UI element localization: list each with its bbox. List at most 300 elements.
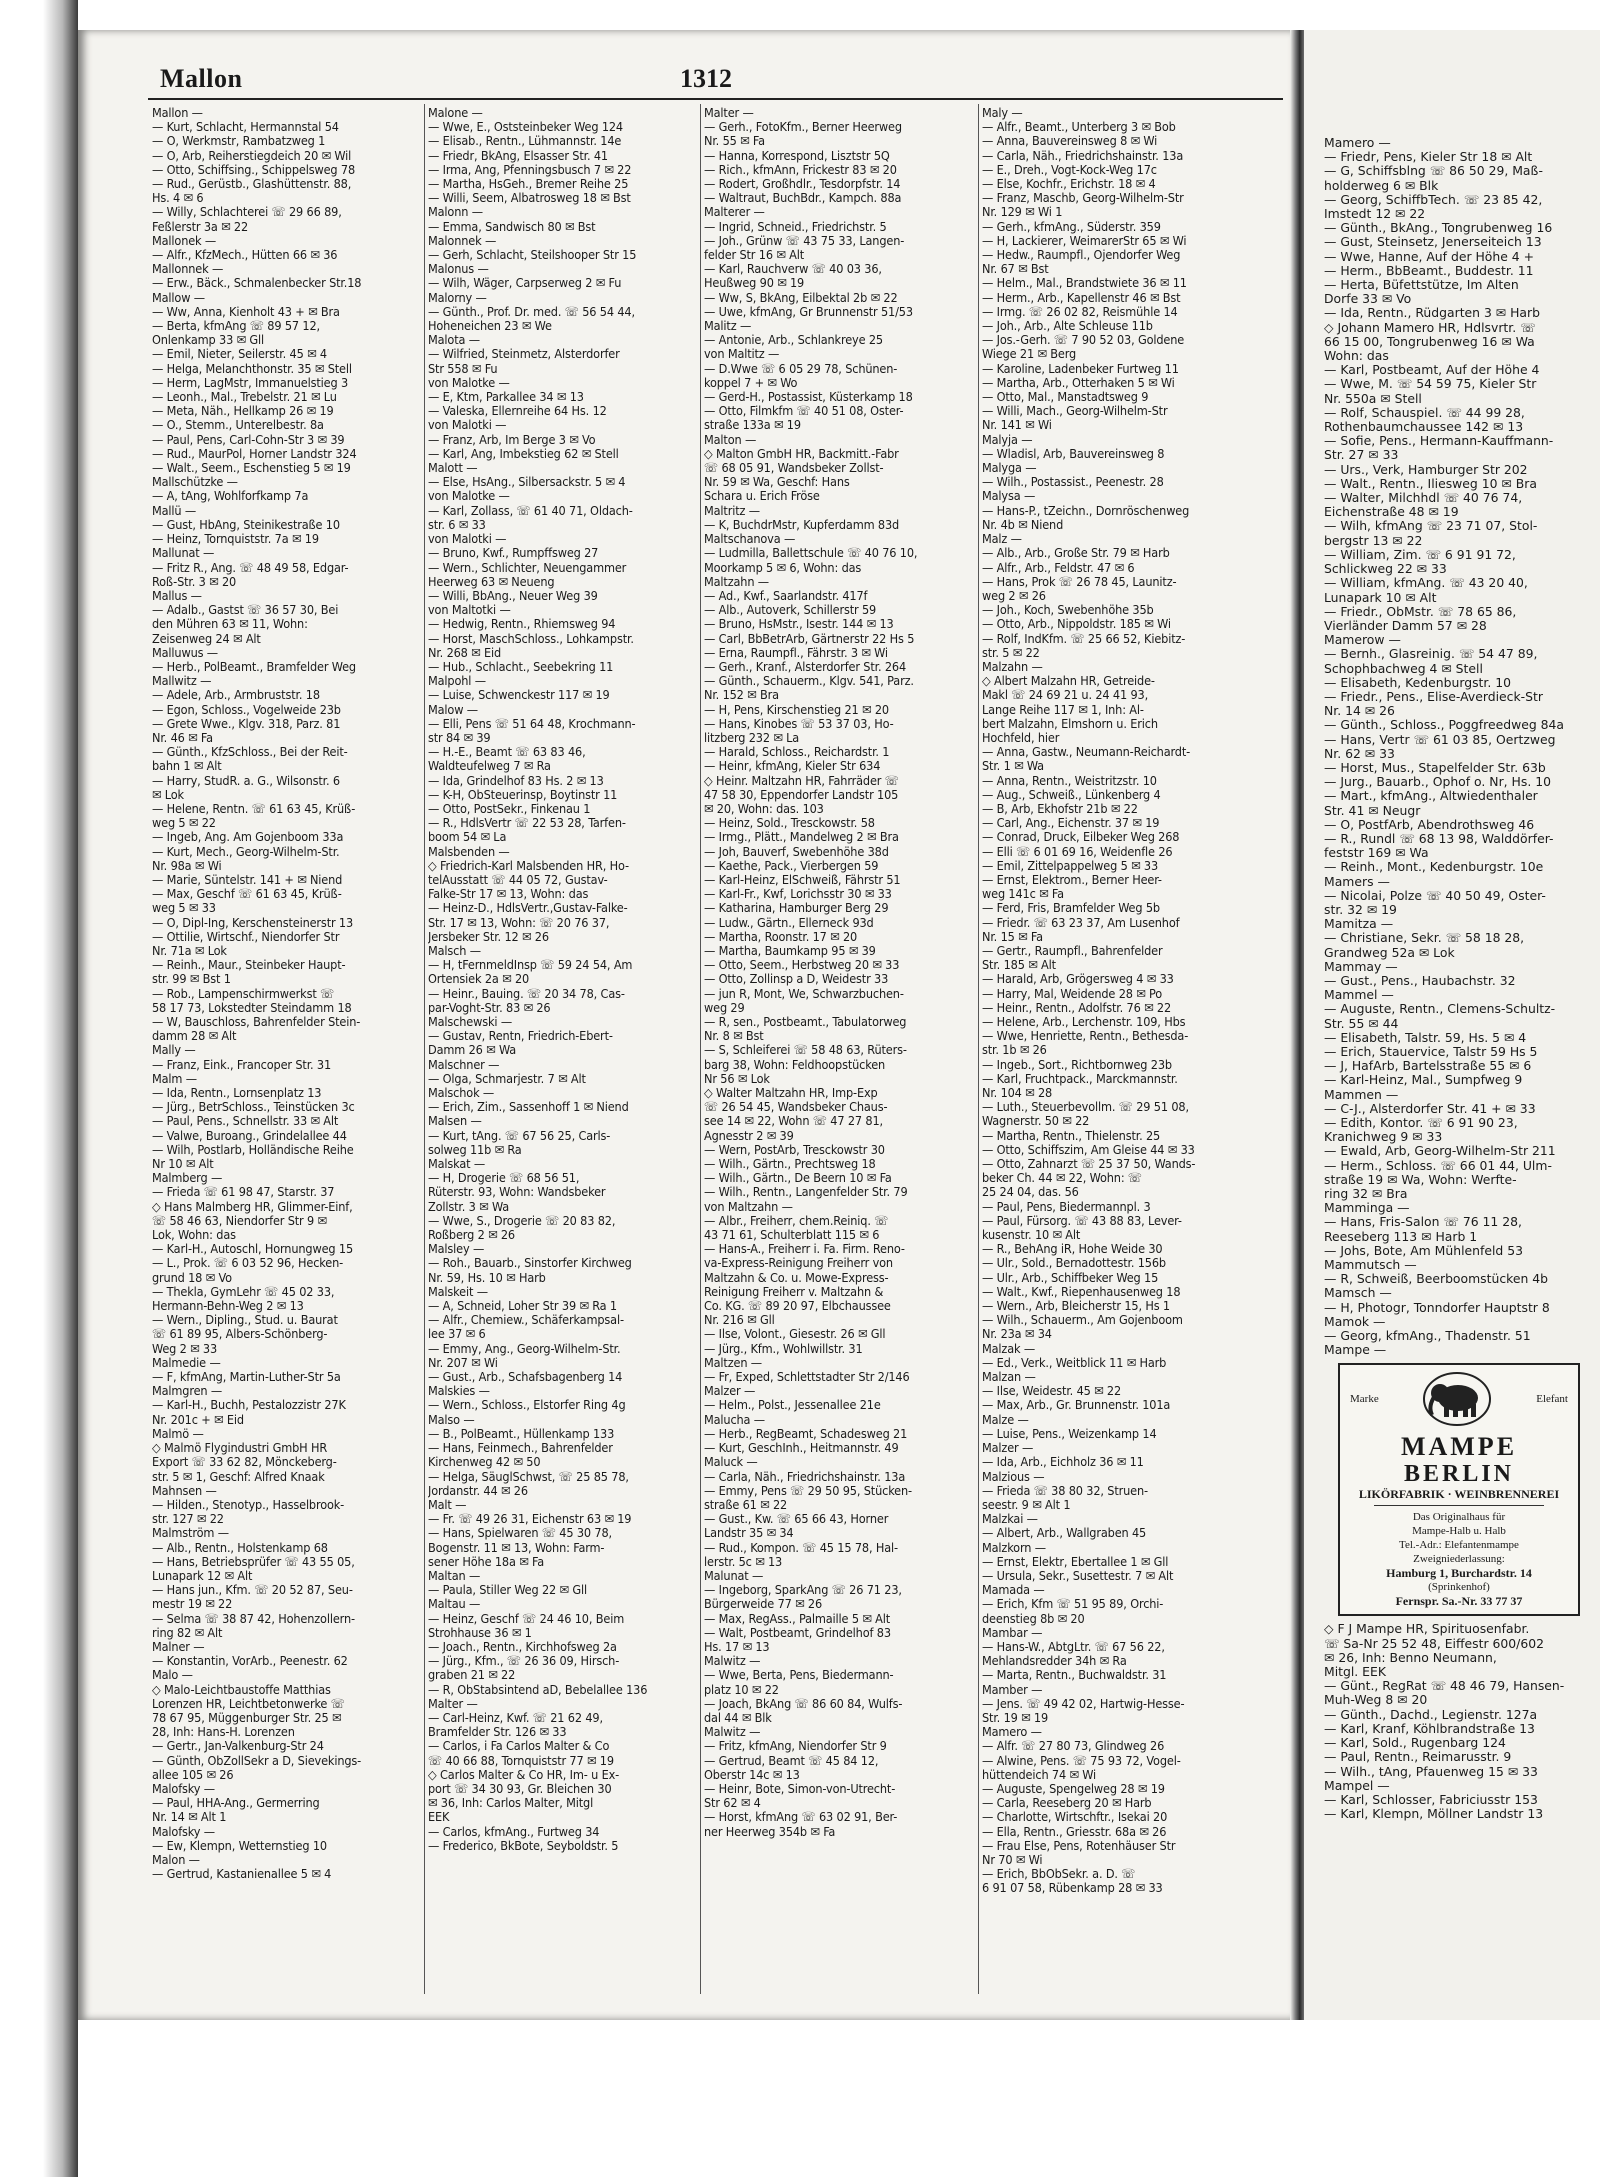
surname-heading: Malterer — <box>704 205 765 220</box>
directory-entry: boom 54 ✉ La <box>428 830 507 845</box>
directory-entry: — Gustav, Rentn, Friedrich-Ebert- <box>428 1029 613 1044</box>
directory-entry: — H, tFernmeldInsp ☏ 59 24 54, Am <box>428 958 633 973</box>
directory-entry: — Günth, ObZollSekr a D, Sievekings- <box>152 1753 362 1768</box>
directory-entry: — Else, HsAng., Silbersackstr. 5 ✉ 4 <box>428 475 626 490</box>
surname-heading: Malskat — <box>428 1157 486 1172</box>
directory-entry: Str. 185 ✉ Alt <box>982 958 1056 973</box>
directory-entry: — Gertrud, Kastanienallee 5 ✉ 4 <box>152 1867 332 1882</box>
directory-entry: — K, BuchdrMstr, Kupferdamm 83d <box>704 517 900 532</box>
directory-entry: — Irmg., Plätt., Mandelweg 2 ✉ Bra <box>704 830 899 845</box>
directory-entry: — Joh, Bauverf, Swebenhöhe 38d <box>704 844 889 859</box>
directory-entry: — Helene, Arb., Lerchenstr. 109, Hbs <box>982 1015 1186 1029</box>
directory-entry: felder Str 16 ✉ Alt <box>704 248 805 263</box>
surname-heading: Malmberg — <box>152 1171 223 1186</box>
directory-entry: ✉ 26, Inh: Benno Neumann, <box>1324 1650 1497 1665</box>
directory-entry: — Rob., Lampenschirmwerkst ☏ <box>152 986 335 1001</box>
directory-entry: — Frieda ☏ 61 98 47, Starstr. 37 <box>152 1185 335 1200</box>
directory-entry: — Heinr., Rentn., Adolfstr. 76 ✉ 22 <box>982 1000 1172 1015</box>
directory-entry: — Otto, Mal., Manstadtsweg 9 <box>982 390 1149 405</box>
directory-entry: — B., PolBeamt., Hüllenkamp 133 <box>428 1426 615 1441</box>
directory-entry: Nr. 59 ✉ Wa, Geschf: Hans <box>704 475 850 490</box>
surname-heading: von Malotke — <box>428 375 510 390</box>
directory-entry: allee 105 ✉ 26 <box>152 1767 234 1782</box>
surname-heading: Mamerow — <box>1324 633 1401 648</box>
directory-entry: Nr. 207 ✉ Wi <box>428 1355 498 1370</box>
directory-entry: barg 38, Wohn: Feldhoopstücken <box>704 1057 886 1072</box>
surname-heading: von Malotke — <box>428 489 510 504</box>
surname-heading: Malunat — <box>704 1568 764 1583</box>
directory-entry: — Alb., Rentn., Holstenkamp 68 <box>152 1540 328 1555</box>
directory-entry: Nr. 201c + ✉ Eid <box>152 1412 244 1427</box>
directory-entry: — Martha, Baumkamp 95 ✉ 39 <box>704 943 876 958</box>
directory-entry: — Heinr, kfmAng, Kieler Str 634 <box>704 759 881 774</box>
directory-entry: — Jens. ☏ 49 42 02, Hartwig-Hesse- <box>982 1696 1185 1711</box>
surname-heading: Malzak — <box>982 1341 1036 1356</box>
directory-column-4 <box>982 106 1284 2006</box>
directory-entry: graben 21 ✉ 22 <box>428 1668 516 1683</box>
directory-entry: — Max, Arb., Gr. Brunnenstr. 101a <box>982 1398 1171 1413</box>
directory-entry: — Karl-Heinz, Mal., Sumpfweg 9 <box>1324 1073 1523 1088</box>
directory-entry: — Elisab., Rentn., Lühmannstr. 14e <box>428 134 622 149</box>
directory-entry: — Elli ☏ 6 01 69 16, Weidenfle 26 <box>982 844 1173 859</box>
directory-entry: Reeseberg 113 ✉ Harb 1 <box>1324 1229 1478 1244</box>
surname-heading: Malsley — <box>428 1242 485 1257</box>
directory-entry: — Reinh., Mont., Kedenburgstr. 10e <box>1324 860 1544 875</box>
directory-entry: — Karoline, Ladenbeker Furtweg 11 <box>982 361 1179 376</box>
directory-entry: — Leonh., Mal., Trebelstr. 21 ✉ Lu <box>152 390 337 405</box>
directory-entry: damm 28 ✉ Alt <box>152 1029 237 1044</box>
directory-entry: str. 6 ✉ 33 <box>428 517 486 532</box>
directory-entry: den Mühren 63 ✉ 11, Wohn: <box>152 617 308 632</box>
directory-entry: — O., Stemm., Unterelbestr. 8a <box>152 418 324 433</box>
directory-entry: Hoheneichen 23 ✉ We <box>428 319 552 334</box>
directory-entry: ◇ Heinr. Maltzahn HR, Fahrräder ☏ <box>704 773 899 788</box>
directory-entry: ✉ Lok <box>152 787 184 802</box>
directory-entry: — Elisabeth, Kedenburgstr. 10 <box>1324 675 1512 690</box>
directory-entry: — Irmg. ☏ 26 02 82, Reismühle 14 <box>982 304 1178 319</box>
directory-entry: — Otto, Seem., Herbstweg 20 ✉ 33 <box>704 958 900 973</box>
directory-entry: — Wwe, Berta, Pens, Biedermann- <box>704 1668 894 1683</box>
directory-entry: — Wwe, M. ☏ 54 59 75, Kieler Str <box>1324 377 1537 392</box>
directory-entry: — Ida, Rentn., Rüdgarten 3 ✉ Harb <box>1324 306 1540 321</box>
surname-heading: Malso — <box>428 1412 475 1427</box>
directory-entry: — Wilh., Postassist., Peenestr. 28 <box>982 475 1164 490</box>
surname-heading: Malzer — <box>704 1384 756 1399</box>
directory-entry: — H, Photogr, Tonndorfer Hauptstr 8 <box>1324 1300 1550 1315</box>
directory-entry: — Friedr., Pens., Elise-Averdieck-Str <box>1324 689 1543 704</box>
directory-entry: Wagnerstr. 50 ✉ 22 <box>982 1114 1090 1129</box>
directory-entry: — Harald, Schloss., Reichardstr. 1 <box>704 745 890 760</box>
directory-entry: Kranichweg 9 ✉ 33 <box>1324 1130 1443 1145</box>
directory-entry: — Frederico, BkBote, Seyboldstr. 5 <box>428 1838 619 1853</box>
directory-entry: — Franz, Arb, Im Berge 3 ✉ Vo <box>428 432 596 447</box>
ad-line-6: (Sprinkenhof) <box>1428 1581 1490 1594</box>
ad-line-4: Zweigniederlassung: <box>1413 1553 1505 1566</box>
surname-heading: Maltau — <box>428 1597 481 1612</box>
directory-entry: — Walt., Rentn., Iliesweg 10 ✉ Bra <box>1324 476 1537 491</box>
directory-entry: — Ernst, Elektr, Ebertallee 1 ✉ Gll <box>982 1554 1169 1569</box>
ad-separator <box>1374 1505 1544 1506</box>
column-divider <box>978 104 979 1994</box>
directory-entry: — Helga, Melanchthonstr. 35 ✉ Stell <box>152 361 352 376</box>
directory-entry: ☏ Sa-Nr 25 52 48, Eiffestr 600/602 <box>1324 1636 1544 1651</box>
directory-entry: — Hans-P., tZeichn., Dornröschenweg <box>982 503 1190 518</box>
directory-entry: Reinigung Freiherr v. Maltzahn & <box>704 1284 884 1299</box>
directory-entry: — Valwe, Buroang., Grindelallee 44 <box>152 1128 347 1143</box>
page-number: 1312 <box>680 64 732 93</box>
surname-heading: Mally — <box>152 1043 196 1058</box>
directory-entry: — Karl-H., Buchh, Pestalozzistr 27K <box>152 1398 346 1413</box>
directory-entry: Nr. 141 ✉ Wi <box>982 418 1052 433</box>
directory-entry: koppel 7 + ✉ Wo <box>704 375 798 390</box>
surname-heading: Mamero — <box>982 1725 1042 1740</box>
directory-entry: ☏ 58 46 63, Niendorfer Str 9 ✉ <box>152 1213 327 1228</box>
directory-entry: — Sofie, Pens., Hermann-Kauffmann- <box>1324 434 1554 449</box>
directory-entry: weg 5 ✉ 33 <box>152 901 216 916</box>
scan-edge-left <box>0 0 78 2177</box>
directory-entry: Strohhause 36 ✉ 1 <box>428 1625 532 1640</box>
directory-entry: — A, Schneid, Loher Str 39 ✉ Ra 1 <box>428 1299 617 1314</box>
directory-entry: Landstr 35 ✉ 34 <box>704 1526 794 1541</box>
directory-entry: — Frieda ☏ 38 80 32, Struen- <box>982 1483 1148 1498</box>
directory-entry: — Wilh, Postlarb, Holländische Reihe <box>152 1142 354 1157</box>
directory-entry: — Ilse, Volont., Giesestr. 26 ✉ Gll <box>704 1327 886 1342</box>
directory-entry: str. 5 ✉ 22 <box>982 645 1040 660</box>
directory-entry: holderweg 6 ✉ Blk <box>1324 178 1439 193</box>
directory-entry: — Hans, Vertr ☏ 61 03 85, Oertzweg <box>1324 732 1556 747</box>
directory-entry: — Karl, Schlosser, Fabriciusstr 153 <box>1324 1792 1538 1807</box>
surname-heading: Mahnsen — <box>152 1483 217 1498</box>
directory-entry: — Otto, PostSekr., Finkenau 1 <box>428 801 591 816</box>
directory-entry: — R, Schweiß, Beerboomstücken 4b <box>1324 1272 1549 1287</box>
directory-entry: 28, Inh: Hans-H. Lorenzen <box>152 1725 295 1740</box>
directory-entry: — Ad., Kwf., Saarlandstr. 417f <box>704 588 868 603</box>
directory-entry: — Ww, S, BkAng, Eilbektal 2b ✉ 22 <box>704 290 898 305</box>
directory-entry: — Martha, Roonstr. 17 ✉ 20 <box>704 929 858 944</box>
directory-entry: — Helm., Mal., Brandstwiete 36 ✉ 11 <box>982 276 1187 291</box>
directory-entry: — Wilfried, Steinmetz, Alsterdorfer <box>428 347 620 362</box>
directory-entry: — Wilh., Gärtn., Prechtsweg 18 <box>704 1157 876 1172</box>
directory-entry: — O, Werkmstr, Rambatzweg 1 <box>152 134 326 149</box>
directory-entry: — Hub., Schlacht., Seebekring 11 <box>428 659 614 674</box>
ad-brand-city: BERLIN <box>1403 1461 1515 1488</box>
directory-entry: kusenstr. 10 ✉ Alt <box>982 1228 1081 1243</box>
surname-heading: Malsbenden — <box>428 844 510 859</box>
directory-entry: — Ernst, Elektrom., Berner Heer- <box>982 872 1162 887</box>
directory-entry: — Otto, Zahnarzt ☏ 25 37 50, Wands- <box>982 1157 1196 1172</box>
directory-entry: — Erich, BbObSekr. a. D. ☏ <box>982 1867 1136 1882</box>
directory-entry: — Karl, Ang, Imbekstieg 62 ✉ Stell <box>428 446 619 461</box>
directory-entry: — Walter, Milchhdl ☏ 40 76 74, <box>1324 491 1523 506</box>
directory-entry: — Carl, BbBetrArb, Gärtnerstr 22 Hs 5 <box>704 631 915 646</box>
directory-entry: Onlenkamp 33 ✉ Gll <box>152 333 264 348</box>
directory-entry: — Helga, SäuglSchwst, ☏ 25 85 78, <box>428 1469 629 1484</box>
directory-entry: litzberg 232 ✉ La <box>704 730 800 745</box>
directory-entry: ☏ 40 66 88, Tornquiststr 77 ✉ 19 <box>428 1753 614 1768</box>
directory-entry: — Gust., Arb., Schafsbagenberg 14 <box>428 1370 623 1385</box>
directory-entry: — Fritz R., Ang. ☏ 48 49 58, Edgar- <box>152 560 349 575</box>
surname-heading: Mallü — <box>152 503 197 518</box>
directory-entry: — Jürg., BetrSchloss., Teinstücken 3c <box>152 1100 355 1115</box>
directory-entry: — Heinz, Geschf ☏ 24 46 10, Beim <box>428 1611 625 1626</box>
directory-entry: — Walt., Kwf., Riepenhausenweg 18 <box>982 1284 1181 1299</box>
directory-entry: Nr. 98a ✉ Wi <box>152 858 222 873</box>
directory-entry: — W, Bauschloss, Bahrenfelder Stein- <box>152 1015 361 1029</box>
ad-logo-row <box>1344 1371 1574 1427</box>
directory-entry: — G, Schiffsblng ☏ 86 50 29, Maß- <box>1324 164 1544 179</box>
directory-entry: — Wern., Dipling., Stud. u. Baurat <box>152 1313 338 1328</box>
directory-entry: — Ingeborg, SparkAng ☏ 26 71 23, <box>704 1583 902 1598</box>
directory-entry: Kirchenweg 42 ✉ 50 <box>428 1455 541 1470</box>
surname-heading: Maltritz — <box>704 503 760 518</box>
directory-entry: Str. 1 ✉ Wa <box>982 759 1044 774</box>
directory-entry: Nr. 71a ✉ Lok <box>152 943 227 958</box>
directory-entry: Lunapark 12 ✉ Alt <box>152 1568 253 1583</box>
directory-entry: — Friedr. ☏ 63 23 37, Am Lusenhof <box>982 915 1180 930</box>
directory-entry: Jordanstr. 44 ✉ 26 <box>428 1483 528 1498</box>
directory-entry: — Paul, Rentn., Reimarusstr. 9 <box>1324 1750 1512 1765</box>
directory-entry: bergstr 13 ✉ 22 <box>1324 533 1423 548</box>
directory-entry: telAusstatt ☏ 44 05 72, Gustav- <box>428 872 608 887</box>
directory-entry: — Georg, SchiffbTech. ☏ 23 85 42, <box>1324 192 1543 207</box>
directory-entry: — Wwe, Henriette, Rentn., Bethesda- <box>982 1029 1189 1044</box>
directory-entry: — Emmy, Ang., Georg-Wilhelm-Str. <box>428 1341 621 1356</box>
directory-entry: — Christiane, Sekr. ☏ 58 18 28, <box>1324 931 1525 946</box>
directory-entry: — Bruno, HsMstr., Isestr. 144 ✉ 13 <box>704 617 894 632</box>
directory-entry: — Gust, HbAng, Steinikestraße 10 <box>152 517 340 532</box>
directory-entry: — Hilden., Stenotyp., Hasselbrook- <box>152 1497 345 1512</box>
directory-entry: — Otto, Zollinsp a D, Weidestr 33 <box>704 972 889 987</box>
surname-heading: Mammel — <box>1324 988 1394 1003</box>
directory-entry: — Erw., Bäck., Schmalenbecker Str.18 <box>152 276 362 291</box>
surname-heading: Maltzen — <box>704 1355 762 1370</box>
directory-entry: sener Höhe 18a ✉ Fa <box>428 1554 544 1569</box>
surname-heading: Mallus — <box>152 588 202 603</box>
directory-entry: — Paul, HHA-Ang., Germerring <box>152 1796 320 1811</box>
directory-entry: — Max, RegAss., Palmaille 5 ✉ Alt <box>704 1611 891 1626</box>
directory-entry: ◇ Walter Maltzahn HR, Imp-Exp <box>704 1086 878 1101</box>
directory-entry: straße 61 ✉ 22 <box>704 1497 788 1512</box>
surname-heading: Malmö — <box>152 1426 204 1441</box>
surname-heading: Malzer — <box>982 1441 1034 1456</box>
surname-heading: Malschewski — <box>428 1015 513 1029</box>
directory-entry: — Carl-Heinz, Kwf. ☏ 21 62 49, <box>428 1710 603 1725</box>
directory-entry: Schophbachweg 4 ✉ Stell <box>1324 661 1483 676</box>
directory-entry: — Hanna, Korrespond, Lisztstr 5Q <box>704 148 890 163</box>
directory-entry: — Heinr., Bauing. ☏ 20 34 78, Cas- <box>428 986 625 1001</box>
directory-entry: — Otto, Filmkfm ☏ 40 51 08, Oster- <box>704 404 904 419</box>
directory-entry: — Gertr., Raumpfl., Bahrenfelder <box>982 943 1163 958</box>
directory-entry: — Irma, Ang, Pfenningsbusch 7 ✉ 22 <box>428 162 632 177</box>
directory-entry: — Emma, Sandwisch 80 ✉ Bst <box>428 219 596 234</box>
surname-heading: Malzkorn — <box>982 1540 1046 1555</box>
directory-entry: — Harry, StudR. a. G., Wilsonstr. 6 <box>152 773 340 788</box>
directory-entry: ◇ Friedrich-Karl Malsbenden HR, Ho- <box>428 858 629 873</box>
surname-heading: Mamok — <box>1324 1314 1386 1329</box>
directory-entry: — Ludmilla, Ballettschule ☏ 40 76 10, <box>704 546 918 561</box>
directory-entry: Heußweg 90 ✉ 19 <box>704 276 805 291</box>
directory-entry: — Harald, Arb, Grögersweg 4 ✉ 33 <box>982 972 1174 987</box>
directory-entry: — Urs., Verk, Hamburger Str 202 <box>1324 462 1528 477</box>
surname-heading: Malzan — <box>982 1370 1036 1385</box>
directory-entry: Jersbeker Str. 12 ✉ 26 <box>428 929 549 944</box>
directory-entry: Co. KG. ☏ 89 20 97, Elbchaussee <box>704 1299 891 1314</box>
directory-entry: — Günth., BkAng., Tongrubenweg 16 <box>1324 221 1553 236</box>
directory-entry: — Ella, Rentn., Griesstr. 68a ✉ 26 <box>982 1824 1167 1839</box>
surname-heading: Maltzahn — <box>704 574 769 589</box>
surname-heading: Malsen — <box>428 1114 482 1129</box>
surname-heading: Malone — <box>428 106 483 120</box>
directory-entry: — Hans-A., Freiherr i. Fa. Firm. Reno- <box>704 1242 905 1257</box>
page-header <box>160 60 1290 100</box>
directory-entry: — Wern, PostArb, Tresckowstr 30 <box>704 1142 885 1157</box>
directory-entry: — Luth., Steuerbevollm. ☏ 29 51 08, <box>982 1100 1189 1115</box>
directory-entry: Roßberg 2 ✉ 26 <box>428 1228 515 1243</box>
directory-entry: — Joach., Rentn., Kirchhofsweg 2a <box>428 1639 617 1654</box>
directory-entry: — Hans, Prok ☏ 26 78 45, Launitz- <box>982 574 1177 589</box>
directory-entry: Oberstr 14c ✉ 13 <box>704 1767 800 1782</box>
directory-entry: Rothenbaumchaussee 142 ✉ 13 <box>1324 420 1524 435</box>
ad-right-label: Elefant <box>1536 1392 1568 1405</box>
directory-entry: str. 1b ✉ 26 <box>982 1043 1047 1058</box>
surname-heading: Malorny — <box>428 290 487 305</box>
directory-entry: — R., Rundl ☏ 68 13 98, Walddörfer- <box>1324 831 1554 846</box>
directory-entry: Nr. 152 ✉ Bra <box>704 688 779 703</box>
facing-page <box>1304 30 1600 2020</box>
directory-entry: — Ida, Arb., Eichholz 36 ✉ 11 <box>982 1455 1144 1470</box>
directory-entry: — Elli, Pens ☏ 51 64 48, Krochmann- <box>428 716 636 731</box>
surname-heading: Malzious — <box>982 1469 1045 1484</box>
surname-heading: Malon — <box>152 1852 200 1867</box>
directory-entry: — Selma ☏ 38 87 42, Hohenzollern- <box>152 1611 355 1626</box>
surname-heading: von Maltotki — <box>428 603 511 618</box>
directory-entry: — Marta, Rentn., Buchwaldstr. 31 <box>982 1668 1167 1683</box>
directory-entry: Str. 17 ✉ 13, Wohn: ☏ 20 76 37, <box>428 915 610 930</box>
directory-entry: — Edith, Kontor. ☏ 6 91 90 23, <box>1324 1116 1518 1131</box>
directory-entry: — Fr, Exped, Schlettstadter Str 2/146 <box>704 1370 910 1385</box>
directory-entry: Falke-Str 17 ✉ 13, Wohn: das <box>428 887 589 902</box>
directory-entry: Heerweg 63 ✉ Neueng <box>428 574 555 589</box>
directory-entry: — H, Pens, Kirschenstieg 21 ✉ 20 <box>704 702 889 717</box>
directory-entry: — Erich, Zim., Sassenhoff 1 ✉ Niend <box>428 1100 629 1115</box>
surname-heading: Mallwitz — <box>152 674 212 689</box>
directory-entry: — Horst, MaschSchloss., Lohkampstr. <box>428 631 634 646</box>
directory-entry: — Herm., Arb., Kapellenstr 46 ✉ Bst <box>982 290 1181 305</box>
directory-entry: see 14 ✉ 22, Wohn ☏ 47 27 81, <box>704 1114 883 1129</box>
directory-entry: — Willi, Seem, Albatrosweg 18 ✉ Bst <box>428 191 631 206</box>
ad-line-1: Das Originalhaus für <box>1412 1511 1506 1524</box>
surname-heading: Malmgren — <box>152 1384 223 1399</box>
directory-entry: — Ingrid, Schneid., Friedrichstr. 5 <box>704 219 887 234</box>
directory-entry: — Karl-H., Autoschl, Hornungweg 15 <box>152 1242 353 1257</box>
directory-entry: — Jos.-Gerh. ☏ 7 90 52 03, Goldene <box>982 333 1185 348</box>
directory-entry: Feßlerstr 3a ✉ 22 <box>152 219 249 234</box>
directory-entry: — Paula, Stiller Weg 22 ✉ Gll <box>428 1583 587 1598</box>
directory-entry: — Paul, Pens, Carl-Cohn-Str 3 ✉ 39 <box>152 432 345 447</box>
directory-entry: — Günth., Dachd., Legienstr. 127a <box>1324 1707 1538 1722</box>
directory-entry: Nr. 4b ✉ Niend <box>982 517 1064 532</box>
directory-entry: feststr 169 ✉ Wa <box>1324 846 1429 861</box>
directory-entry: — Herm., BbBeamt., Buddestr. 11 <box>1324 263 1534 278</box>
directory-entry: — Herm, LagMstr, Immanuelstieg 3 <box>152 375 349 390</box>
directory-entry: — Karl, Sold., Rugenbarg 124 <box>1324 1736 1506 1751</box>
surname-heading: von Malotki — <box>428 532 507 547</box>
directory-entry: — Wwe, Hanne, Auf der Höhe 4 + <box>1324 249 1534 264</box>
surname-heading: Malschner — <box>428 1057 500 1072</box>
directory-entry: Schara u. Erich Fröse <box>704 489 820 504</box>
surname-heading: Malner — <box>152 1639 205 1654</box>
directory-entry: Str. 55 ✉ 44 <box>1324 1016 1399 1031</box>
surname-heading: Malm — <box>152 1071 197 1086</box>
directory-entry: — Gerh., FotoKfm., Berner Heerweg <box>704 120 902 135</box>
surname-heading: Mallonnek — <box>152 262 224 277</box>
directory-entry: Nr. 46 ✉ Fa <box>152 730 213 745</box>
directory-entry: Mehlandsredder 34h ✉ Ra <box>982 1654 1127 1669</box>
directory-entry: ☏ 68 05 91, Wandsbeker Zollst- <box>704 461 884 476</box>
surname-heading: Mammay — <box>1324 959 1398 974</box>
surname-heading: Malonus — <box>428 262 489 277</box>
directory-entry: Ortensiek 2a ✉ 20 <box>428 972 530 987</box>
directory-entry: — Uwe, kfmAng, Gr Brunnenstr 51/53 <box>704 304 913 319</box>
directory-entry: — Joh., Koch, Swebenhöhe 35b <box>982 603 1154 618</box>
directory-entry: — Walt, Postbeamt, Grindelhof 83 <box>704 1625 891 1640</box>
directory-entry: — Gust., Kw. ☏ 65 66 43, Horner <box>704 1512 889 1527</box>
directory-entry: ◇ Malmö Flygindustri GmbH HR <box>152 1441 328 1456</box>
directory-entry: — Willi, BbAng., Neuer Weg 39 <box>428 588 598 603</box>
directory-entry: — Ottilie, Wirtschf., Niendorfer Str <box>152 929 340 944</box>
directory-entry: — Frau Else, Pens, Rotenhäuser Str <box>982 1838 1176 1853</box>
directory-entry: — Max, Geschf ☏ 61 63 45, Krüß- <box>152 887 342 902</box>
directory-entry: — Kurt, tAng. ☏ 67 56 25, Carls- <box>428 1128 611 1143</box>
directory-entry: lerstr. 5c ✉ 13 <box>704 1554 783 1569</box>
directory-entry: — B, Arb, Ekhofstr 21b ✉ 22 <box>982 801 1138 816</box>
directory-entry: lee 37 ✉ 6 <box>428 1327 486 1342</box>
directory-entry: mestr 19 ✉ 22 <box>152 1597 233 1612</box>
directory-entry: — Günth., KfzSchloss., Bei der Reit- <box>152 745 348 760</box>
directory-entry: Str. 27 ✉ 33 <box>1324 448 1399 463</box>
facing-entries-top <box>1324 136 1600 1357</box>
directory-entry: — Berta, kfmAng ☏ 89 57 12, <box>152 319 320 334</box>
directory-entry: — Carla, Reeseberg 20 ✉ Harb <box>982 1796 1152 1811</box>
directory-entry: — Ida, Grindelhof 83 Hs. 2 ✉ 13 <box>428 773 604 788</box>
directory-entry: — Wilh., Gärtn., De Beern 10 ✉ Fa <box>704 1171 892 1186</box>
ad-line-5: Hamburg 1, Burchardstr. 14 <box>1386 1566 1532 1581</box>
directory-entry: Nr. 216 ✉ Gll <box>704 1313 775 1328</box>
surname-heading: Mallonek — <box>152 233 217 248</box>
directory-entry: — Harry, Mal, Weidende 28 ✉ Po <box>982 986 1163 1001</box>
directory-entry: Export ☏ 33 62 82, Mönckeberg- <box>152 1455 337 1470</box>
directory-entry: — Friedr, BkAng, Elsasser Str. 41 <box>428 148 608 163</box>
directory-entry: 78 67 95, Müggenburger Str. 25 ✉ <box>152 1710 342 1725</box>
directory-entry: platz 10 ✉ 22 <box>704 1682 779 1697</box>
directory-entry: — Marie, Süntelstr. 141 + ✉ Niend <box>152 872 343 887</box>
directory-entry: — Valeska, Ellernreihe 64 Hs. 12 <box>428 404 607 419</box>
directory-entry: — Wilh., tAng, Pfauenweg 15 ✉ 33 <box>1324 1764 1538 1779</box>
directory-entry: Hs. 17 ✉ 13 <box>704 1639 770 1654</box>
directory-entry: — Carl, Ang., Eichenstr. 37 ✉ 19 <box>982 816 1160 831</box>
directory-entry: — Ludw., Gärtn., Ellerneck 93d <box>704 915 874 930</box>
directory-entry: Bramfelder Str. 126 ✉ 33 <box>428 1725 567 1740</box>
directory-entry: — Günth., Schauerm., Klgv. 541, Parz. <box>704 674 914 689</box>
directory-entry: — Ulr., Arb., Schiffbeker Weg 15 <box>982 1270 1159 1285</box>
directory-entry: ☏ 26 54 45, Wandsbeker Chaus- <box>704 1100 888 1115</box>
directory-entry: — E., Dreh., Vogt-Kock-Weg 17c <box>982 162 1157 177</box>
directory-entry: — Gerh., kfmAng., Süderstr. 359 <box>982 219 1161 234</box>
directory-entry: — Rolf, IndKfm. ☏ 25 66 52, Kiebitz- <box>982 631 1186 646</box>
directory-entry: Nr. 62 ✉ 33 <box>1324 746 1395 761</box>
directory-entry: — Hans-W., AbtgLtr. ☏ 67 56 22, <box>982 1639 1165 1654</box>
directory-entry: — Wern., Schloss., Elstorfer Ring 4g <box>428 1398 626 1413</box>
